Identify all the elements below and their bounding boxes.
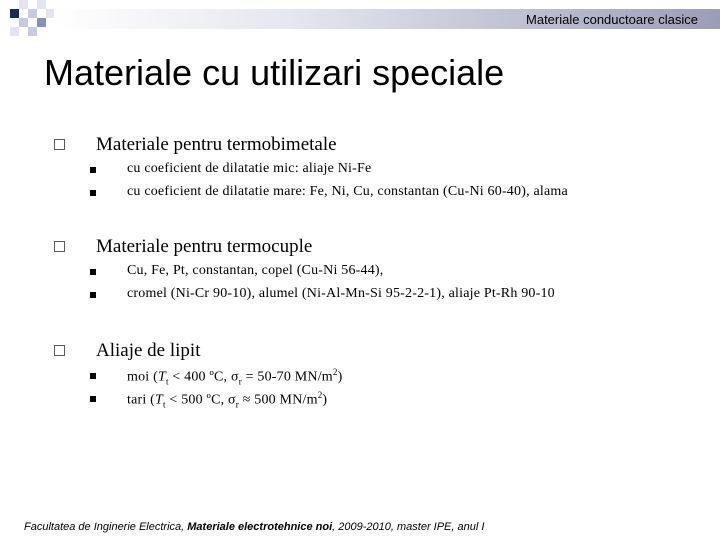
section-aliaje-lipit (54, 338, 704, 412)
square-bullet-icon (90, 269, 96, 275)
square-bullet-icon (90, 190, 96, 196)
square-bullet-icon (90, 167, 96, 173)
hollow-square-bullet-icon (54, 241, 65, 252)
list-item: cromel (Ni-Cr 90-10), alumel (Ni-Al-Mn-Si 95-2-2-1), aliaje Pt-Rh 90-10 (54, 285, 704, 308)
section-title: Materiale pentru termobimetale (96, 134, 337, 155)
square-bullet-icon (90, 292, 96, 298)
list-item: cu coeficient de dilatatie mic: aliaje Ni-Fe (54, 160, 704, 183)
section-title: Materiale pentru termocuple (96, 236, 313, 257)
slide-footer: Facultatea de Inginerie Electrica, Materiale electrotehnice noi, 2009-2010, master IPE, anul I (24, 521, 485, 533)
hollow-square-bullet-icon (54, 139, 65, 150)
section-termobimetale (54, 132, 704, 206)
solder-soft-text: moi ($T_t < 400$ ºC, $\sigma_r = 50-70$ $MN/m^2$) (127, 367, 343, 387)
square-bullet-icon (90, 373, 96, 379)
hollow-square-bullet-icon (54, 345, 65, 356)
list-item: Cu, Fe, Pt, constantan, copel (Cu-Ni 56-44), (54, 262, 704, 285)
list-item (54, 389, 704, 412)
section-termocuple (54, 234, 704, 308)
list-item (54, 366, 704, 389)
list-item: cu coeficient de dilatatie mare: Fe, Ni, Cu, constantan (Cu-Ni 60-40), alama (54, 183, 704, 206)
slide-content (54, 132, 704, 412)
section-title: Aliaje de lipit (96, 340, 201, 361)
square-bullet-icon (90, 396, 96, 402)
header-text: Materiale conductoare clasice (526, 12, 698, 27)
solder-hard-text: tari ($T_t < 500$ ºC, $\sigma_r \approx 500$ $MN/m^2$) (127, 390, 328, 410)
slide-title: Materiale cu utilizari speciale (44, 52, 505, 93)
